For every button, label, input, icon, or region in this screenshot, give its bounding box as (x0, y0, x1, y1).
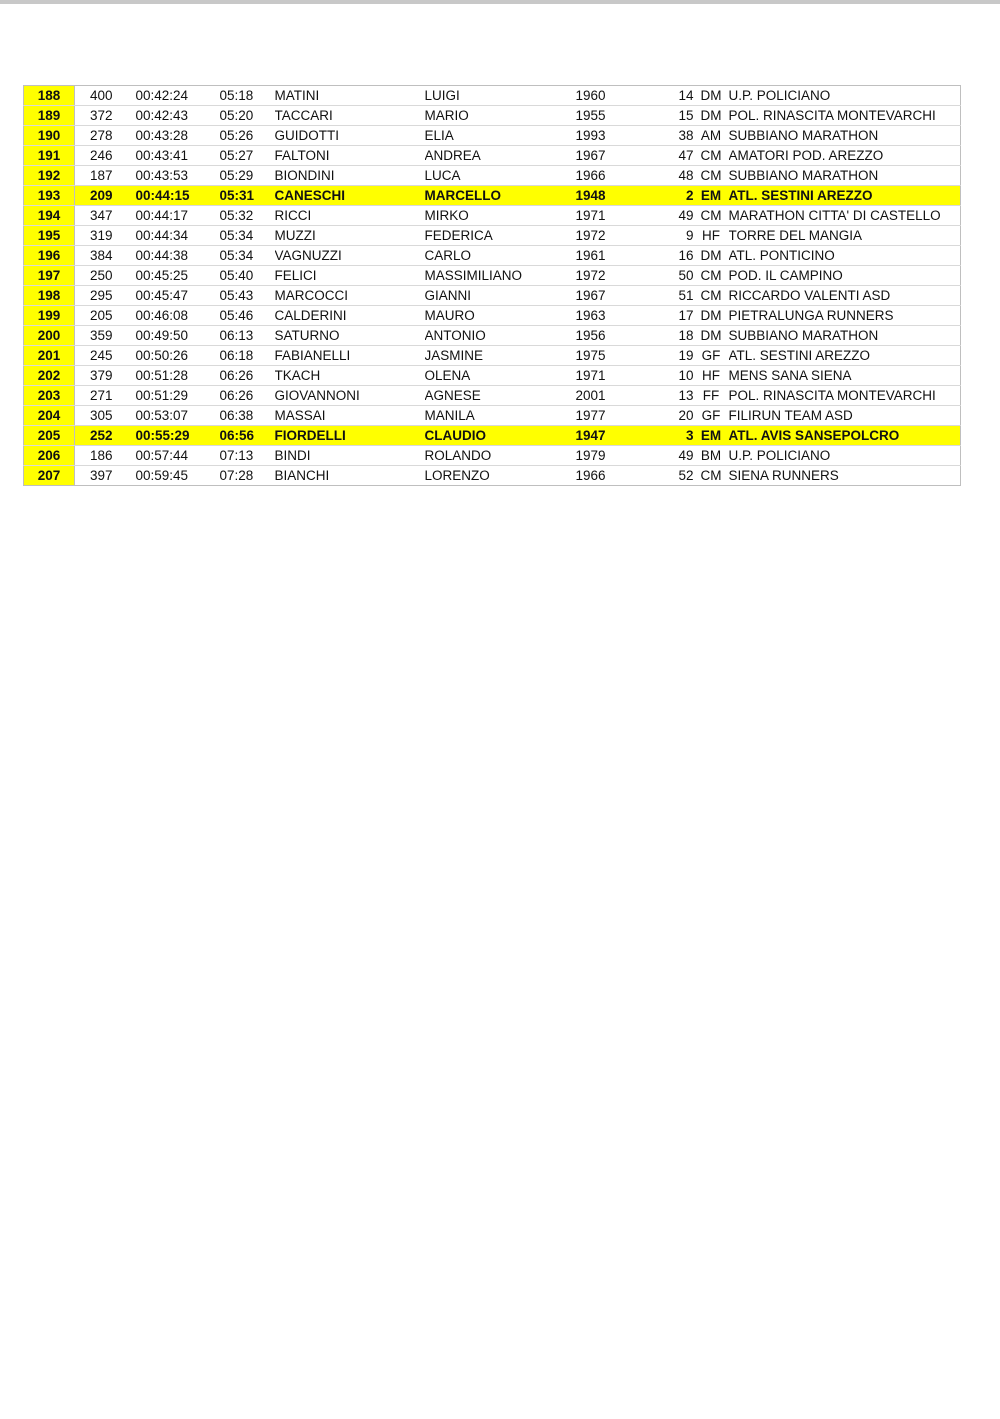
category-position-cell: 51 (656, 286, 694, 306)
bib-number-cell: 205 (75, 306, 136, 326)
category-position-cell: 52 (678, 468, 694, 483)
table-row (24, 206, 961, 226)
position-cell: 198 (24, 286, 75, 306)
birth-year-cell: 1961 (576, 246, 656, 266)
category-cell: CM (694, 206, 729, 226)
category-cell: EM (694, 426, 729, 446)
first-name-cell: CARLO (425, 246, 576, 266)
first-name-cell: MIRKO (425, 206, 576, 226)
pace-cell: 05:27 (220, 146, 275, 166)
club-cell: SIENA RUNNERS (728, 468, 839, 483)
bib-number-cell: 250 (75, 266, 136, 286)
category-cell: GF (694, 346, 729, 366)
surname-cell: VAGNUZZI (275, 246, 425, 266)
bib-number-cell: 246 (75, 146, 136, 166)
first-name-cell: ANDREA (425, 146, 576, 166)
birth-year-cell: 1972 (576, 266, 656, 286)
first-name-cell: FEDERICA (425, 226, 576, 246)
category-cell: CM (694, 266, 729, 286)
finish-time-cell: 00:53:07 (136, 406, 220, 426)
category-cell: DM (694, 106, 729, 126)
surname-cell: MATINI (275, 86, 425, 106)
club-cell: MARATHON CITTA' DI CASTELLO (729, 206, 961, 226)
category-cell: DM (694, 326, 729, 346)
club-cell: AMATORI POD. AREZZO (729, 146, 961, 166)
pace-cell: 05:46 (220, 306, 275, 326)
birth-year-cell: 1979 (576, 446, 656, 466)
category-position-cell: 48 (656, 166, 694, 186)
club-cell: PIETRALUNGA RUNNERS (729, 306, 961, 326)
birth-year-cell: 2001 (576, 386, 656, 406)
pace-cell: 05:43 (220, 286, 275, 306)
surname-cell: BIANCHI (274, 468, 330, 483)
birth-year-cell: 1977 (576, 406, 656, 426)
position-cell: 195 (24, 226, 75, 246)
surname-cell: MASSAI (275, 406, 425, 426)
finish-time-cell: 00:43:53 (136, 166, 220, 186)
position-cell: 204 (24, 406, 75, 426)
club-cell: ATL. AVIS SANSEPOLCRO (729, 426, 961, 446)
table-row (24, 246, 961, 266)
club-cell: U.P. POLICIANO (729, 446, 961, 466)
club-cell: SUBBIANO MARATHON (729, 326, 961, 346)
bib-number-cell: 384 (75, 246, 136, 266)
first-name-cell: LUIGI (425, 86, 576, 106)
surname-cell: FABIANELLI (275, 346, 425, 366)
first-name-cell: MASSIMILIANO (425, 266, 576, 286)
club-cell: POL. RINASCITA MONTEVARCHI (729, 386, 961, 406)
birth-year-cell: 1966 (575, 468, 606, 483)
first-name-cell: MANILA (425, 406, 576, 426)
position-cell: 201 (24, 346, 75, 366)
table-row (24, 386, 961, 406)
club-cell: FILIRUN TEAM ASD (729, 406, 961, 426)
bib-number-cell: 372 (75, 106, 136, 126)
surname-cell: BIONDINI (275, 166, 425, 186)
finish-time-cell: 00:44:38 (136, 246, 220, 266)
position-cell: 192 (24, 166, 75, 186)
bib-number-cell: 379 (75, 366, 136, 386)
position-cell: 199 (24, 306, 75, 326)
bib-number-cell: 295 (75, 286, 136, 306)
category-position-cell: 9 (656, 226, 694, 246)
category-cell: FF (694, 386, 729, 406)
table-row (24, 366, 961, 386)
category-position-cell: 20 (656, 406, 694, 426)
first-name-cell: JASMINE (425, 346, 576, 366)
pace-cell: 05:29 (220, 166, 275, 186)
category-position-cell: 47 (656, 146, 694, 166)
category-cell: EM (694, 186, 729, 206)
table-row (24, 346, 961, 366)
birth-year-cell: 1971 (576, 206, 656, 226)
pace-cell: 05:20 (220, 106, 275, 126)
table-row (24, 426, 961, 446)
first-name-cell: ELIA (425, 126, 576, 146)
finish-time-cell: 00:51:28 (136, 366, 220, 386)
club-cell: ATL. SESTINI AREZZO (729, 346, 961, 366)
position-cell: 206 (24, 446, 75, 466)
pace-cell: 06:13 (220, 326, 275, 346)
club-cell: ATL. SESTINI AREZZO (729, 186, 961, 206)
bib-number-cell: 347 (75, 206, 136, 226)
first-name-cell: MARIO (425, 106, 576, 126)
pace-cell: 05:34 (220, 246, 275, 266)
surname-cell: MUZZI (275, 226, 425, 246)
pace-cell: 05:34 (220, 226, 275, 246)
table-row (24, 266, 961, 286)
bib-number-cell: 305 (75, 406, 136, 426)
table-row (24, 186, 961, 206)
results-body (24, 86, 961, 486)
category-cell: DM (694, 246, 729, 266)
position-cell: 188 (24, 86, 75, 106)
birth-year-cell: 1972 (576, 226, 656, 246)
category-cell: CM (694, 146, 729, 166)
position-cell: 197 (24, 266, 75, 286)
bib-number-cell: 209 (75, 186, 136, 206)
category-cell: DM (694, 306, 729, 326)
surname-cell: RICCI (275, 206, 425, 226)
club-cell: TORRE DEL MANGIA (729, 226, 961, 246)
bib-number-cell: 400 (75, 86, 136, 106)
position-cell: 205 (24, 426, 75, 446)
finish-time-cell: 00:45:47 (136, 286, 220, 306)
table-row (24, 406, 961, 426)
finish-time-cell: 00:43:28 (136, 126, 220, 146)
position-cell: 207 (24, 466, 75, 486)
position-cell: 190 (24, 126, 75, 146)
pace-cell: 07:28 (219, 468, 254, 483)
category-cell: AM (694, 126, 729, 146)
surname-cell: GUIDOTTI (275, 126, 425, 146)
first-name-cell: MAURO (425, 306, 576, 326)
finish-time-cell: 00:57:44 (136, 446, 220, 466)
position-cell: 194 (24, 206, 75, 226)
finish-time-cell: 00:44:34 (136, 226, 220, 246)
first-name-cell: AGNESE (425, 386, 576, 406)
table-row (24, 166, 961, 186)
finish-time-cell: 00:45:25 (136, 266, 220, 286)
birth-year-cell: 1967 (576, 286, 656, 306)
table-row (24, 466, 961, 486)
position-cell: 203 (24, 386, 75, 406)
surname-cell: FIORDELLI (275, 426, 425, 446)
pace-cell: 05:40 (220, 266, 275, 286)
finish-time-cell: 00:42:24 (136, 86, 220, 106)
bib-number-cell: 252 (75, 426, 136, 446)
surname-cell: TACCARI (275, 106, 425, 126)
results-table (23, 85, 961, 486)
table-row (24, 106, 961, 126)
surname-cell: BINDI (275, 446, 425, 466)
table-row (24, 306, 961, 326)
pace-cell: 06:18 (220, 346, 275, 366)
pace-cell: 06:38 (220, 406, 275, 426)
category-cell: CM (694, 286, 729, 306)
category-position-cell: 19 (656, 346, 694, 366)
finish-time-cell: 00:49:50 (136, 326, 220, 346)
club-cell: SUBBIANO MARATHON (729, 126, 961, 146)
category-position-cell: 18 (656, 326, 694, 346)
bib-number-cell: 319 (75, 226, 136, 246)
table-row (24, 146, 961, 166)
surname-cell: CALDERINI (275, 306, 425, 326)
category-cell: DM (694, 86, 729, 106)
first-name-cell: LORENZO (424, 468, 490, 483)
surname-cell: MARCOCCI (275, 286, 425, 306)
birth-year-cell: 1947 (576, 426, 656, 446)
position-cell: 191 (24, 146, 75, 166)
birth-year-cell: 1975 (576, 346, 656, 366)
pace-cell: 05:26 (220, 126, 275, 146)
finish-time-cell: 00:46:08 (136, 306, 220, 326)
category-position-cell: 17 (656, 306, 694, 326)
category-position-cell: 10 (656, 366, 694, 386)
first-name-cell: MARCELLO (425, 186, 576, 206)
category-cell: CM (700, 468, 722, 483)
table-row (24, 126, 961, 146)
bib-number-cell: 245 (75, 346, 136, 366)
finish-time-cell: 00:44:15 (136, 186, 220, 206)
birth-year-cell: 1960 (576, 86, 656, 106)
club-cell: SUBBIANO MARATHON (729, 166, 961, 186)
pace-cell: 06:56 (220, 426, 275, 446)
category-position-cell: 49 (656, 446, 694, 466)
category-position-cell: 49 (656, 206, 694, 226)
position-cell: 189 (24, 106, 75, 126)
finish-time-cell: 00:59:45 (135, 468, 189, 483)
surname-cell: TKACH (275, 366, 425, 386)
bib-number-cell: 186 (75, 446, 136, 466)
pace-cell: 05:31 (220, 186, 275, 206)
club-cell: RICCARDO VALENTI ASD (729, 286, 961, 306)
club-cell: U.P. POLICIANO (729, 86, 961, 106)
position-cell: 202 (24, 366, 75, 386)
table-row (24, 286, 961, 306)
top-edge-bar (0, 0, 1000, 4)
birth-year-cell: 1956 (576, 326, 656, 346)
finish-time-cell: 00:55:29 (136, 426, 220, 446)
birth-year-cell: 1963 (576, 306, 656, 326)
first-name-cell: ANTONIO (425, 326, 576, 346)
surname-cell: FELICI (275, 266, 425, 286)
birth-year-cell: 1993 (576, 126, 656, 146)
bib-number-cell: 359 (75, 326, 136, 346)
category-position-cell: 15 (656, 106, 694, 126)
table-row (24, 326, 961, 346)
category-position-cell: 50 (656, 266, 694, 286)
bib-number-cell: 187 (75, 166, 136, 186)
first-name-cell: GIANNI (425, 286, 576, 306)
category-cell: CM (694, 166, 729, 186)
club-cell: POL. RINASCITA MONTEVARCHI (729, 106, 961, 126)
category-position-cell: 16 (656, 246, 694, 266)
finish-time-cell: 00:44:17 (136, 206, 220, 226)
category-position-cell: 14 (656, 86, 694, 106)
pace-cell: 05:18 (220, 86, 275, 106)
first-name-cell: OLENA (425, 366, 576, 386)
club-cell: ATL. PONTICINO (729, 246, 961, 266)
club-cell: MENS SANA SIENA (729, 366, 961, 386)
bib-number-cell: 397 (89, 468, 113, 483)
category-cell: HF (694, 366, 729, 386)
category-position-cell: 2 (656, 186, 694, 206)
birth-year-cell: 1948 (576, 186, 656, 206)
category-cell: BM (694, 446, 729, 466)
first-name-cell: LUCA (425, 166, 576, 186)
birth-year-cell: 1966 (576, 166, 656, 186)
position-cell: 193 (24, 186, 75, 206)
surname-cell: SATURNO (275, 326, 425, 346)
surname-cell: GIOVANNONI (275, 386, 425, 406)
pace-cell: 07:13 (220, 446, 275, 466)
pace-cell: 05:32 (220, 206, 275, 226)
surname-cell: FALTONI (275, 146, 425, 166)
category-cell: HF (694, 226, 729, 246)
birth-year-cell: 1955 (576, 106, 656, 126)
table-row (24, 446, 961, 466)
birth-year-cell: 1967 (576, 146, 656, 166)
table-row (24, 86, 961, 106)
finish-time-cell: 00:43:41 (136, 146, 220, 166)
pace-cell: 06:26 (220, 366, 275, 386)
category-position-cell: 38 (656, 126, 694, 146)
category-cell: GF (694, 406, 729, 426)
finish-time-cell: 00:50:26 (136, 346, 220, 366)
first-name-cell: ROLANDO (425, 446, 576, 466)
finish-time-cell: 00:42:43 (136, 106, 220, 126)
birth-year-cell: 1971 (576, 366, 656, 386)
bib-number-cell: 271 (75, 386, 136, 406)
category-position-cell: 3 (656, 426, 694, 446)
club-cell: POD. IL CAMPINO (729, 266, 961, 286)
category-position-cell: 13 (656, 386, 694, 406)
surname-cell: CANESCHI (275, 186, 425, 206)
pace-cell: 06:26 (220, 386, 275, 406)
position-cell: 196 (24, 246, 75, 266)
first-name-cell: CLAUDIO (425, 426, 576, 446)
bib-number-cell: 278 (75, 126, 136, 146)
table-row (24, 226, 961, 246)
position-cell: 200 (24, 326, 75, 346)
finish-time-cell: 00:51:29 (136, 386, 220, 406)
